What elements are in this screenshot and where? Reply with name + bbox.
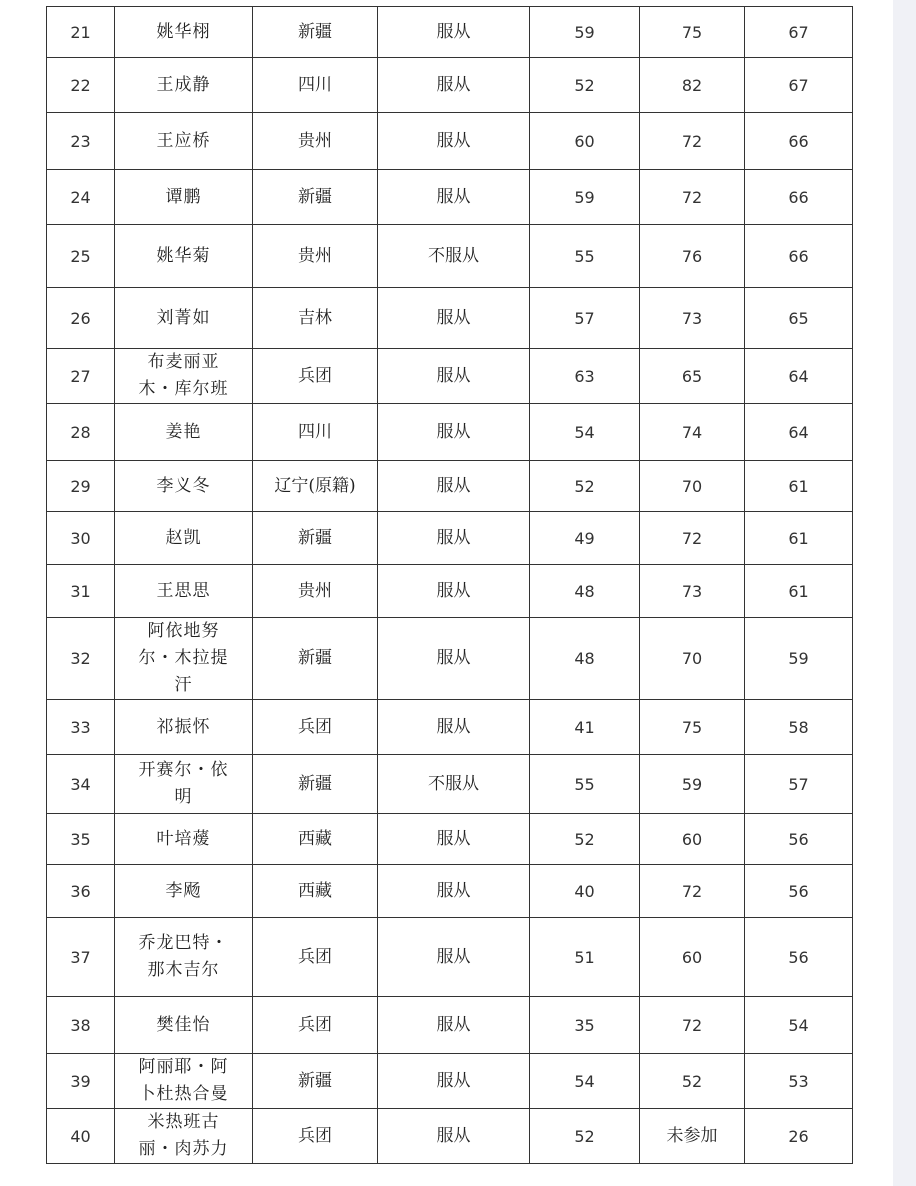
table-row bbox=[47, 918, 853, 997]
cell-obey-assignment: 服从 bbox=[378, 349, 530, 404]
cell-number: 30 bbox=[47, 512, 115, 565]
cell-score-written: 41 bbox=[530, 700, 640, 755]
cell-number: 26 bbox=[47, 288, 115, 349]
cell-name bbox=[115, 997, 253, 1054]
cell-score-interview: 72 bbox=[640, 512, 745, 565]
table-row bbox=[47, 755, 853, 814]
cell-score-written: 52 bbox=[530, 461, 640, 512]
cell-score-written: 40 bbox=[530, 865, 640, 918]
cell-name bbox=[115, 349, 253, 404]
table-row bbox=[47, 349, 853, 404]
cell-origin: 四川 bbox=[253, 404, 378, 461]
cell-origin: 兵团 bbox=[253, 349, 378, 404]
cell-score-interview: 75 bbox=[640, 700, 745, 755]
cell-name bbox=[115, 170, 253, 225]
cell-origin: 西藏 bbox=[253, 814, 378, 865]
cell-name bbox=[115, 7, 253, 58]
cell-score-written: 35 bbox=[530, 997, 640, 1054]
cell-origin: 吉林 bbox=[253, 288, 378, 349]
cell-score-total: 65 bbox=[745, 288, 853, 349]
cell-name bbox=[115, 755, 253, 814]
cell-score-written: 57 bbox=[530, 288, 640, 349]
cell-obey-assignment: 服从 bbox=[378, 1109, 530, 1164]
name-text: 开赛尔・依明 bbox=[138, 760, 229, 807]
table-row bbox=[47, 113, 853, 170]
cell-score-written: 54 bbox=[530, 1054, 640, 1109]
cell-score-written: 59 bbox=[530, 7, 640, 58]
cell-obey-assignment: 服从 bbox=[378, 288, 530, 349]
cell-score-interview: 70 bbox=[640, 618, 745, 700]
name-text: 王思思 bbox=[156, 580, 211, 601]
cell-origin: 辽宁(原籍) bbox=[253, 461, 378, 512]
cell-score-total: 56 bbox=[745, 865, 853, 918]
cell-obey-assignment: 服从 bbox=[378, 997, 530, 1054]
cell-score-total: 59 bbox=[745, 618, 853, 700]
name-text: 刘菁如 bbox=[156, 307, 211, 328]
cell-origin: 新疆 bbox=[253, 7, 378, 58]
cell-number: 21 bbox=[47, 7, 115, 58]
cell-number: 38 bbox=[47, 997, 115, 1054]
cell-number: 32 bbox=[47, 618, 115, 700]
cell-name bbox=[115, 618, 253, 700]
cell-obey-assignment: 服从 bbox=[378, 512, 530, 565]
cell-score-total: 61 bbox=[745, 461, 853, 512]
table-row bbox=[47, 170, 853, 225]
table-row bbox=[47, 814, 853, 865]
name-text: 祁振怀 bbox=[156, 716, 211, 737]
name-text: 阿丽耶・阿卜杜热合曼 bbox=[138, 1057, 229, 1104]
cell-score-written: 60 bbox=[530, 113, 640, 170]
cell-score-interview: 52 bbox=[640, 1054, 745, 1109]
cell-name bbox=[115, 565, 253, 618]
cell-score-interview: 65 bbox=[640, 349, 745, 404]
table-row bbox=[47, 1109, 853, 1164]
cell-obey-assignment: 服从 bbox=[378, 1054, 530, 1109]
table-row bbox=[47, 565, 853, 618]
cell-score-total: 61 bbox=[745, 512, 853, 565]
cell-score-written: 63 bbox=[530, 349, 640, 404]
cell-name bbox=[115, 814, 253, 865]
cell-score-interview: 72 bbox=[640, 997, 745, 1054]
cell-score-interview: 72 bbox=[640, 113, 745, 170]
cell-name bbox=[115, 700, 253, 755]
name-text: 姜艳 bbox=[165, 421, 202, 442]
name-text: 姚华栩 bbox=[156, 21, 211, 42]
table-row bbox=[47, 461, 853, 512]
cell-obey-assignment: 不服从 bbox=[378, 225, 530, 288]
name-text: 米热班古丽・肉苏力 bbox=[138, 1112, 229, 1159]
name-text: 李义冬 bbox=[156, 475, 211, 496]
cell-score-total: 26 bbox=[745, 1109, 853, 1164]
cell-score-interview: 82 bbox=[640, 58, 745, 113]
cell-score-total: 56 bbox=[745, 918, 853, 997]
name-text: 王成静 bbox=[156, 74, 211, 95]
cell-origin: 兵团 bbox=[253, 1109, 378, 1164]
cell-origin: 兵团 bbox=[253, 700, 378, 755]
cell-obey-assignment: 服从 bbox=[378, 404, 530, 461]
cell-obey-assignment: 服从 bbox=[378, 170, 530, 225]
cell-number: 34 bbox=[47, 755, 115, 814]
cell-number: 39 bbox=[47, 1054, 115, 1109]
cell-origin: 新疆 bbox=[253, 618, 378, 700]
cell-score-written: 48 bbox=[530, 565, 640, 618]
cell-score-total: 57 bbox=[745, 755, 853, 814]
cell-obey-assignment: 服从 bbox=[378, 7, 530, 58]
name-text: 王应桥 bbox=[156, 130, 211, 151]
name-text: 李飏 bbox=[165, 880, 202, 901]
cell-number: 27 bbox=[47, 349, 115, 404]
cell-origin: 新疆 bbox=[253, 1054, 378, 1109]
table-row bbox=[47, 7, 853, 58]
cell-number: 36 bbox=[47, 865, 115, 918]
cell-name bbox=[115, 113, 253, 170]
cell-number: 31 bbox=[47, 565, 115, 618]
cell-origin: 贵州 bbox=[253, 565, 378, 618]
table-row bbox=[47, 225, 853, 288]
cell-origin: 新疆 bbox=[253, 512, 378, 565]
cell-number: 40 bbox=[47, 1109, 115, 1164]
cell-number: 22 bbox=[47, 58, 115, 113]
cell-number: 23 bbox=[47, 113, 115, 170]
cell-number: 29 bbox=[47, 461, 115, 512]
cell-origin: 贵州 bbox=[253, 225, 378, 288]
name-text: 赵凯 bbox=[165, 527, 202, 548]
cell-score-total: 66 bbox=[745, 113, 853, 170]
score-table bbox=[46, 6, 853, 1164]
cell-origin: 西藏 bbox=[253, 865, 378, 918]
cell-score-written: 49 bbox=[530, 512, 640, 565]
cell-name bbox=[115, 288, 253, 349]
cell-score-written: 55 bbox=[530, 755, 640, 814]
cell-number: 33 bbox=[47, 700, 115, 755]
cell-score-total: 56 bbox=[745, 814, 853, 865]
cell-number: 28 bbox=[47, 404, 115, 461]
name-text: 乔龙巴特・那木吉尔 bbox=[138, 933, 229, 980]
cell-score-interview: 73 bbox=[640, 288, 745, 349]
cell-score-total: 64 bbox=[745, 404, 853, 461]
cell-origin: 兵团 bbox=[253, 918, 378, 997]
cell-score-interview: 未参加 bbox=[640, 1109, 745, 1164]
cell-score-written: 52 bbox=[530, 58, 640, 113]
name-text: 叶培蕿 bbox=[156, 828, 211, 849]
cell-number: 24 bbox=[47, 170, 115, 225]
cell-obey-assignment: 服从 bbox=[378, 618, 530, 700]
table-row bbox=[47, 700, 853, 755]
cell-origin: 新疆 bbox=[253, 755, 378, 814]
cell-score-total: 66 bbox=[745, 225, 853, 288]
table-row bbox=[47, 512, 853, 565]
cell-score-interview: 59 bbox=[640, 755, 745, 814]
table-row bbox=[47, 997, 853, 1054]
cell-origin: 四川 bbox=[253, 58, 378, 113]
cell-obey-assignment: 服从 bbox=[378, 814, 530, 865]
cell-obey-assignment: 服从 bbox=[378, 565, 530, 618]
cell-name bbox=[115, 1109, 253, 1164]
cell-number: 25 bbox=[47, 225, 115, 288]
cell-score-total: 67 bbox=[745, 7, 853, 58]
cell-obey-assignment: 服从 bbox=[378, 58, 530, 113]
cell-score-written: 55 bbox=[530, 225, 640, 288]
cell-number: 37 bbox=[47, 918, 115, 997]
cell-obey-assignment: 不服从 bbox=[378, 755, 530, 814]
cell-obey-assignment: 服从 bbox=[378, 918, 530, 997]
cell-score-written: 59 bbox=[530, 170, 640, 225]
table-row bbox=[47, 865, 853, 918]
cell-score-written: 52 bbox=[530, 1109, 640, 1164]
cell-score-total: 64 bbox=[745, 349, 853, 404]
cell-origin: 兵团 bbox=[253, 997, 378, 1054]
cell-score-interview: 70 bbox=[640, 461, 745, 512]
cell-score-interview: 76 bbox=[640, 225, 745, 288]
cell-score-total: 61 bbox=[745, 565, 853, 618]
cell-score-written: 48 bbox=[530, 618, 640, 700]
table-row bbox=[47, 58, 853, 113]
cell-name bbox=[115, 461, 253, 512]
cell-name bbox=[115, 58, 253, 113]
table-row bbox=[47, 1054, 853, 1109]
cell-score-total: 54 bbox=[745, 997, 853, 1054]
cell-score-total: 67 bbox=[745, 58, 853, 113]
cell-score-total: 53 bbox=[745, 1054, 853, 1109]
cell-score-written: 51 bbox=[530, 918, 640, 997]
name-text: 阿依地努尔・木拉提汗 bbox=[138, 621, 229, 695]
cell-obey-assignment: 服从 bbox=[378, 461, 530, 512]
cell-score-interview: 72 bbox=[640, 865, 745, 918]
name-text: 姚华菊 bbox=[156, 245, 211, 266]
name-text: 布麦丽亚木・库尔班 bbox=[138, 352, 229, 399]
table-row bbox=[47, 404, 853, 461]
cell-score-total: 58 bbox=[745, 700, 853, 755]
name-text: 樊佳怡 bbox=[156, 1014, 211, 1035]
cell-name bbox=[115, 404, 253, 461]
cell-origin: 贵州 bbox=[253, 113, 378, 170]
cell-score-interview: 75 bbox=[640, 7, 745, 58]
cell-score-total: 66 bbox=[745, 170, 853, 225]
cell-name bbox=[115, 865, 253, 918]
table-row bbox=[47, 618, 853, 700]
cell-number: 35 bbox=[47, 814, 115, 865]
cell-score-interview: 60 bbox=[640, 814, 745, 865]
cell-score-written: 52 bbox=[530, 814, 640, 865]
cell-origin: 新疆 bbox=[253, 170, 378, 225]
cell-obey-assignment: 服从 bbox=[378, 113, 530, 170]
cell-score-interview: 74 bbox=[640, 404, 745, 461]
table-body bbox=[47, 7, 853, 1164]
cell-name bbox=[115, 918, 253, 997]
cell-name bbox=[115, 512, 253, 565]
cell-obey-assignment: 服从 bbox=[378, 700, 530, 755]
name-text: 谭鹏 bbox=[165, 186, 202, 207]
cell-score-interview: 60 bbox=[640, 918, 745, 997]
cell-score-interview: 73 bbox=[640, 565, 745, 618]
cell-score-written: 54 bbox=[530, 404, 640, 461]
cell-obey-assignment: 服从 bbox=[378, 865, 530, 918]
cell-name bbox=[115, 225, 253, 288]
cell-score-interview: 72 bbox=[640, 170, 745, 225]
table-row bbox=[47, 288, 853, 349]
cell-name bbox=[115, 1054, 253, 1109]
